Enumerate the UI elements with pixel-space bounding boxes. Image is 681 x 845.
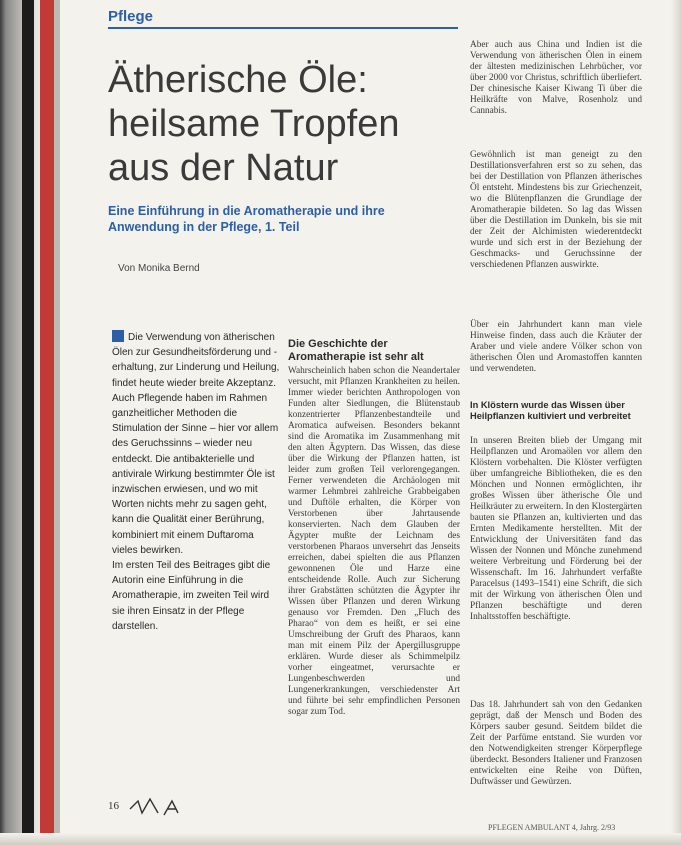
binding-red-strip <box>40 0 54 845</box>
article-subtitle: Eine Einführung in die Aromatherapie und ihre Anwendung in der Pflege, 1. Teil <box>108 204 385 234</box>
right-column-text-4: In unseren Breiten blieb der Umgang mit Heilpflanzen und Aromaölen vor allem den Klöstern vorbehalten. Die Klöster verfügten über umfangreiche Bibliotheken, die es den Mönchen und Nonnen ermöglichten, ihr großes Wissen über ätherische Öle und Heilkräuter zu erweitern. In den Klostergärten bauten sie Pflanzen an, kultivierten und das Ernten Medikamente herstellten. Mit der Entwicklung der Universitäten fand das Wissen der Nonnen und Mönche zunehmend weitere Verbreitung und Förderung bei der Wissenschaft. Im 16. Jahrhundert verfaßte Paracelsus (1493–1541) eine Schrift, die sich mit der Wirkung von ätherischen Ölen und Pflanzen beschäftigte und deren Inhaltsstoffen beschäftigte. <box>470 436 642 622</box>
right-page-edge <box>671 0 681 845</box>
lead-text-2: Im ersten Teil des Beitrages gibt die Autorin eine Einführung in die Aromatherapie, im zweiten Teil wird sie ihren Einsatz in der Pflege darstellen. <box>112 560 271 632</box>
bottom-page-edge <box>0 833 681 845</box>
binding-strip <box>22 0 34 845</box>
page-number: 16 <box>108 800 119 812</box>
section-label: Pflege <box>108 8 154 25</box>
history-text: Wahrscheinlich haben schon die Neandertaler versucht, mit Pflanzen Krankheiten zu heilen. Immer wieder berichten Anthropologen von Funden alter Siedlungen, die Blütenstaub konzentrierter Pflanzenbestandteile und Aromatica aufweisen. Besonders bekannt sind die Aromatika im Zusammenhang mit den alten Ägyptern. Das Wissen, das diese über die Wirkung der Pflanzen hatten, ist leider zum großen Teil verlorengegangen. Ferner verwendeten die Archäologen mit warmer Lehmbrei zahlreiche Grabbeigaben und Duftöle erhalten, die Körper von Verstorbenen über Jahrtausende konservierten. Nach dem Glauben der Ägypter mußte der Leichnam des verstorbenen Pharaos unversehrt das Jenseits erreichen, dabei spielten die aus Pflanzen gewonnenen Öle und Harze eine entscheidende Rolle. Auch zur Sicherung ihrer Grabstätten schützten die Ägypter ihr Wissen über Pflanzen und deren Wirkung genauso vor Fremden. Den „Fluch des Pharao“ von dem es heißt, er sei eine Umschreibung der Gruft des Pharaos, kann man mit einem Pilz der Apergillusgruppe erklären. Wurde dieser als Schimmelpilz vorher eingeatmet, verursachte er Lungenbeschwerden und Lungenerkrankungen, verschiedenster Art und führte bei sehr empfindlichen Personen sogar zum Tod. <box>288 366 460 717</box>
right-column-text-3: Über ein Jahrhundert kann man viele Hinweise finden, dass auch die Kräuter der Araber und viele andere Völker schon von ätherischen Ölen und Aromastoffen kannten und verwendeten. <box>470 320 642 374</box>
lead-text: Die Verwendung von ätherischen Ölen zur Gesundheitsförderung und -erhaltung, zur Linderung und Heilung, findet heute wieder breite Akzeptanz. Auch Pflegende haben im Rahmen ganzheitlicher Methoden die Stimulation der Sinne – hier vor allem des Geruchssinns – wieder neu entdeckt. Die antibakterielle und antivirale Wirkung bestimmter Öle ist inzwischen erwiesen, und wo mit Worten nichts mehr zu sagen geht, kann die Qualität einer Berührung, kombiniert mit einem Duftaroma vieles bewirken. <box>112 332 280 556</box>
monastery-subheading: In Klöstern wurde das Wissen über Heilpflanzen kultiviert und verbreitet <box>470 400 631 421</box>
right-column-text-2: Gewöhnlich ist man geneigt zu den Destillationsverfahren erst so zu sehen, das bei der Destillation von Pflanzen ätherisches Öl entsteht. Mindestens bis zur Griechenzeit, wo die Blütenpflanzen die Grundlage der Aromatherapie bildeten. So lag das Wissen über die Destillation im Dunkeln, bis sie mit der Zeit der Alchimisten wiederentdeckt wurde und sich erst in der Beziehung der Geschmacks- und Geruchssinne der verschiedenen Pflanzen auswirkte. <box>470 150 642 270</box>
binding-grey-strip <box>54 0 60 845</box>
article-author: Von Monika Bernd <box>118 263 200 274</box>
right-column-text-5: Das 18. Jahrhundert sah von den Gedanken geprägt, daß der Mensch und Boden des Körpers sauber gesund. Seitdem bildet die Zeit der Parfüme entstand. Sie wurden vor den Notwendigkeiten strenger Körperpflege überdeckt. Besonders Italiener und Franzosen entwickelten eine Reihe von Düften, Duftwässer und Gewürzen. <box>470 700 642 787</box>
section-rule <box>108 27 458 29</box>
article-title: Ätherische Öle: heilsame Tropfen aus der Natur <box>108 59 400 189</box>
history-heading: Die Geschichte der Aromatherapie ist sehr alt <box>288 338 424 363</box>
handwritten-mark-icon <box>128 795 188 819</box>
journal-footer: PFLEGEN AMBULANT 4, Jahrg. 2/93 <box>488 823 616 832</box>
right-column-text-1: Aber auch aus China und Indien ist die Verwendung von ätherischen Ölen in einem der ältesten medizinischen Lehrbücher, vor über 2000 vor Christus, schriftlich überliefert. Der chinesische Kaiser Kiwang Ti über die Heilkräfte von Malve, Rosenholz und Cannabis. <box>470 40 642 116</box>
